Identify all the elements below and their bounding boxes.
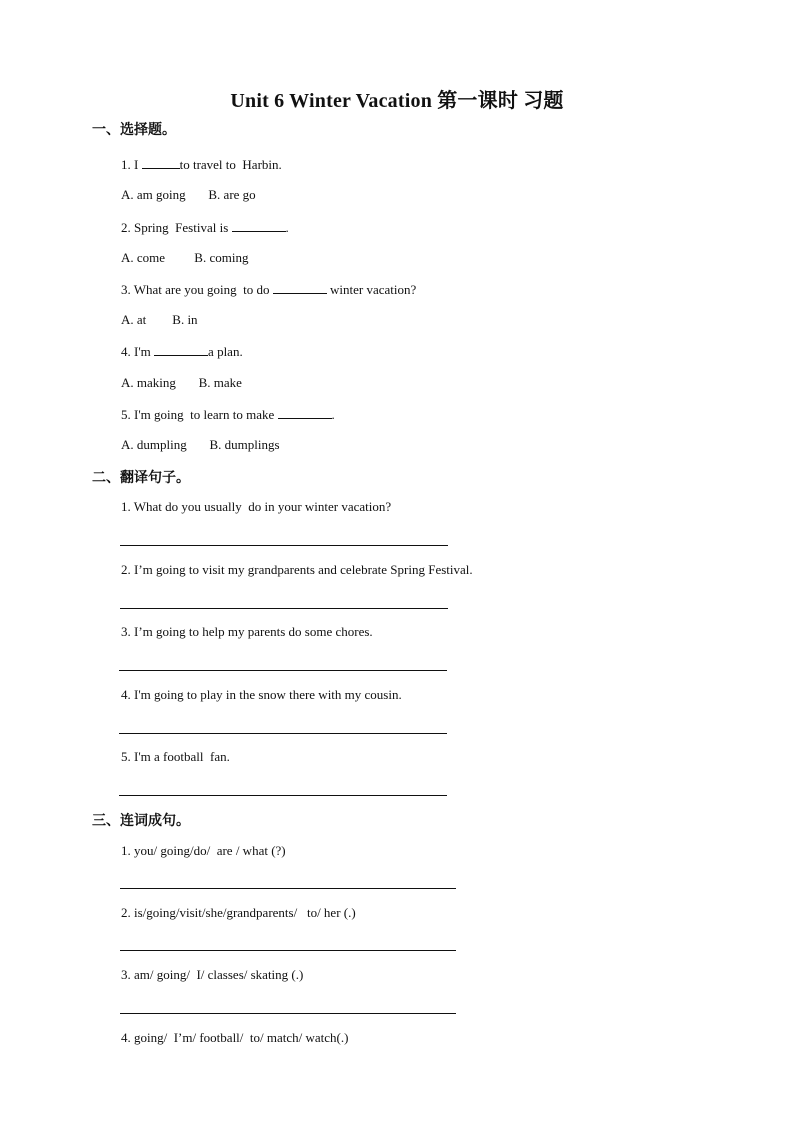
translate-item-4: 4. I'm going to play in the snow there with my cousin. (121, 687, 402, 702)
question-text: 1. I (121, 157, 142, 172)
answer-blank[interactable] (142, 156, 180, 169)
question-3-options: A. at B. in (121, 312, 198, 327)
question-text: to travel to Harbin. (179, 157, 282, 172)
question-3 (121, 281, 416, 298)
translate-item-1: 1. What do you usually do in your winter vacation? (121, 499, 392, 514)
word-order-item-1: 1. you/ going/do/ are / what (?) (121, 843, 286, 858)
word-order-item-3: 3. am/ going/ I/ classes/ skating (.) (121, 967, 304, 982)
answer-line[interactable] (119, 795, 447, 796)
answer-line[interactable] (120, 1013, 456, 1014)
answer-line[interactable] (120, 950, 456, 951)
question-text: 4. I'm (121, 344, 155, 359)
answer-blank[interactable] (232, 219, 286, 232)
question-4-options: A. making B. make (121, 375, 242, 390)
section-heading-translate: 二、翻译句子。 (92, 470, 190, 486)
word-order-item-2: 2. is/going/visit/she/grandparents/ to/ her (.) (121, 905, 356, 920)
question-text: a plan. (208, 344, 243, 359)
translate-item-5: 5. I'm a football fan. (121, 749, 230, 764)
question-5 (121, 406, 335, 423)
question-5-options: A. dumpling B. dumplings (121, 437, 280, 452)
question-text: winter vacation? (326, 282, 417, 297)
section-heading-multiple-choice: 一、选择题。 (92, 122, 176, 138)
answer-blank[interactable] (278, 406, 332, 419)
question-2-options: A. come B. coming (121, 250, 249, 265)
question-text: . (331, 407, 335, 422)
page-title: Unit 6 Winter Vacation 第一课时 习题 (230, 90, 564, 112)
answer-line[interactable] (120, 888, 456, 889)
question-2 (121, 219, 289, 236)
question-text: 2. Spring Festival is (121, 220, 232, 235)
answer-line[interactable] (119, 733, 447, 734)
answer-line[interactable] (120, 545, 448, 546)
question-text: 3. What are you going to do (121, 282, 273, 297)
word-order-item-4: 4. going/ I’m/ football/ to/ match/ watch(.) (121, 1030, 349, 1045)
question-1-options: A. am going B. are go (121, 187, 256, 202)
answer-blank[interactable] (154, 343, 208, 356)
question-1 (121, 156, 282, 173)
answer-blank[interactable] (273, 281, 327, 294)
question-text: . (285, 220, 289, 235)
answer-line[interactable] (120, 608, 448, 609)
question-text: 5. I'm going to learn to make (121, 407, 278, 422)
question-4 (121, 343, 243, 360)
translate-item-3: 3. I’m going to help my parents do some chores. (121, 624, 373, 639)
section-heading-word-order: 三、连词成句。 (92, 813, 190, 829)
translate-item-2: 2. I’m going to visit my grandparents and celebrate Spring Festival. (121, 562, 473, 577)
answer-line[interactable] (119, 670, 447, 671)
